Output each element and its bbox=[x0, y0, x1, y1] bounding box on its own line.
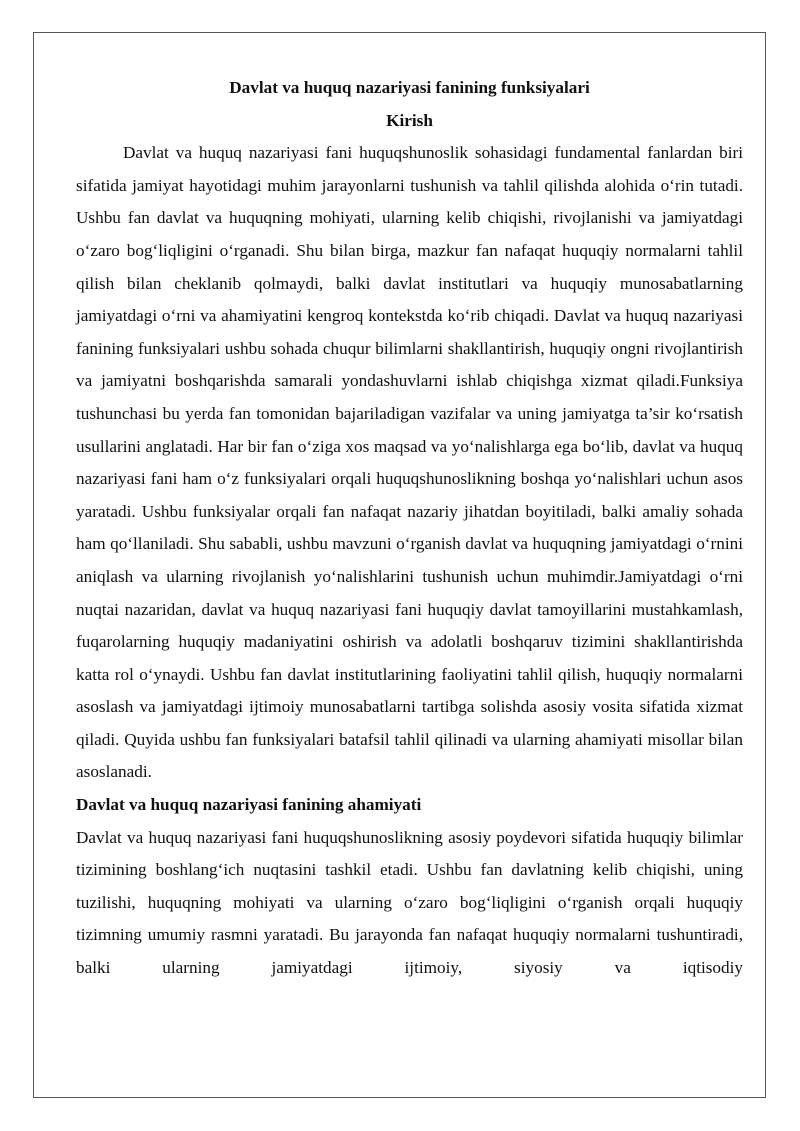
document-body bbox=[76, 72, 743, 985]
section-paragraph: Davlat va huquq nazariyasi fani huquqshunoslikning asosiy poydevori sifatida huquqiy bilimlar tizimining boshlang‘ich nuqtasini tashkil etadi. Ushbu fan davlatning kelib chiqishi, uning tuzilishi, huquqning mohiyati va ularning o‘zaro bog‘liqligini o‘rganish orqali huquqiy tizimning umumiy rasmni yaratadi. Bu jarayonda fan nafaqat huquqiy normalarni tushuntiradi, balki ularning jamiyatdagi ijtimoiy, siyosiy va iqtisodiy bbox=[76, 827, 743, 978]
intro-paragraph: Davlat va huquq nazariyasi fani huquqshunoslik sohasidagi fundamental fanlardan biri sifatida jamiyat hayotidagi muhim jarayonlarni tushunish va tahlil qilishda alohida o‘rin tutadi. Ushbu fan davlat va huquqning mohiyati, ularning kelib chiqishi, rivojlanishi va jamiyatdagi o‘zaro bog‘liqligini o‘rganadi. Shu bilan birga, mazkur fan nafaqat huquqiy normalarni tahlil qilish bilan cheklanib qolmaydi, balki davlat institutlari va huquqiy munosabatlarning jamiyatdagi o‘rni va ahamiyatini kengroq kontekstda ko‘rib chiqadi. Davlat va huquq nazariyasi fanining funksiyalari ushbu sohada chuqur bilimlarni shakllantirish, huquqiy ongni rivojlantirish va jamiyatni boshqarishda samarali yondashuvlarni ishlab chiqishga xizmat qiladi.Funksiya tushunchasi bu yerda fan tomonidan bajariladigan vazifalar va uning jamiyatga ta’sir ko‘rsatish usullarini anglatadi. Har bir fan o‘ziga xos maqsad va yo‘nalishlarga ega bo‘lib, davlat va huquq nazariyasi fani ham o‘z funksiyalari orqali huquqshunoslikning boshqa yo‘nalishlari uchun asos yaratadi. Ushbu funksiyalar orqali fan nafaqat nazariy jihatdan boyitiladi, balki amaliy sohada ham qo‘llaniladi. Shu sababli, ushbu mavzuni o‘rganish davlat va huquqning jamiyatdagi o‘rnini aniqlash va ularning rivojlanish yo‘nalishlarini tushunish uchun muhimdir.Jamiyatdagi o‘rni nuqtai nazaridan, davlat va huquq nazariyasi fani huquqiy davlat tamoyillarini mustahkamlash, fuqarolarning huquqiy madaniyatini oshirish va adolatli boshqaruv tizimini shakllantirishda katta rol o‘ynaydi. Ushbu fan davlat institutlarining faoliyatini tahlil qilish, huquqiy normalarni asoslash va jamiyatdagi ijtimoiy munosabatlarni tartibga solishda asosiy vosita sifatida xizmat qiladi. Quyida ushbu fan funksiyalari batafsil tahlil qilinadi va ularning ahamiyati misollar bilan asoslanadi. bbox=[76, 143, 743, 782]
document-title: Davlat va huquq nazariyasi fanining funksiyalari bbox=[229, 78, 590, 97]
intro-heading: Kirish bbox=[386, 110, 433, 130]
section-heading: Davlat va huquq nazariyasi fanining ahamiyati bbox=[76, 795, 422, 815]
